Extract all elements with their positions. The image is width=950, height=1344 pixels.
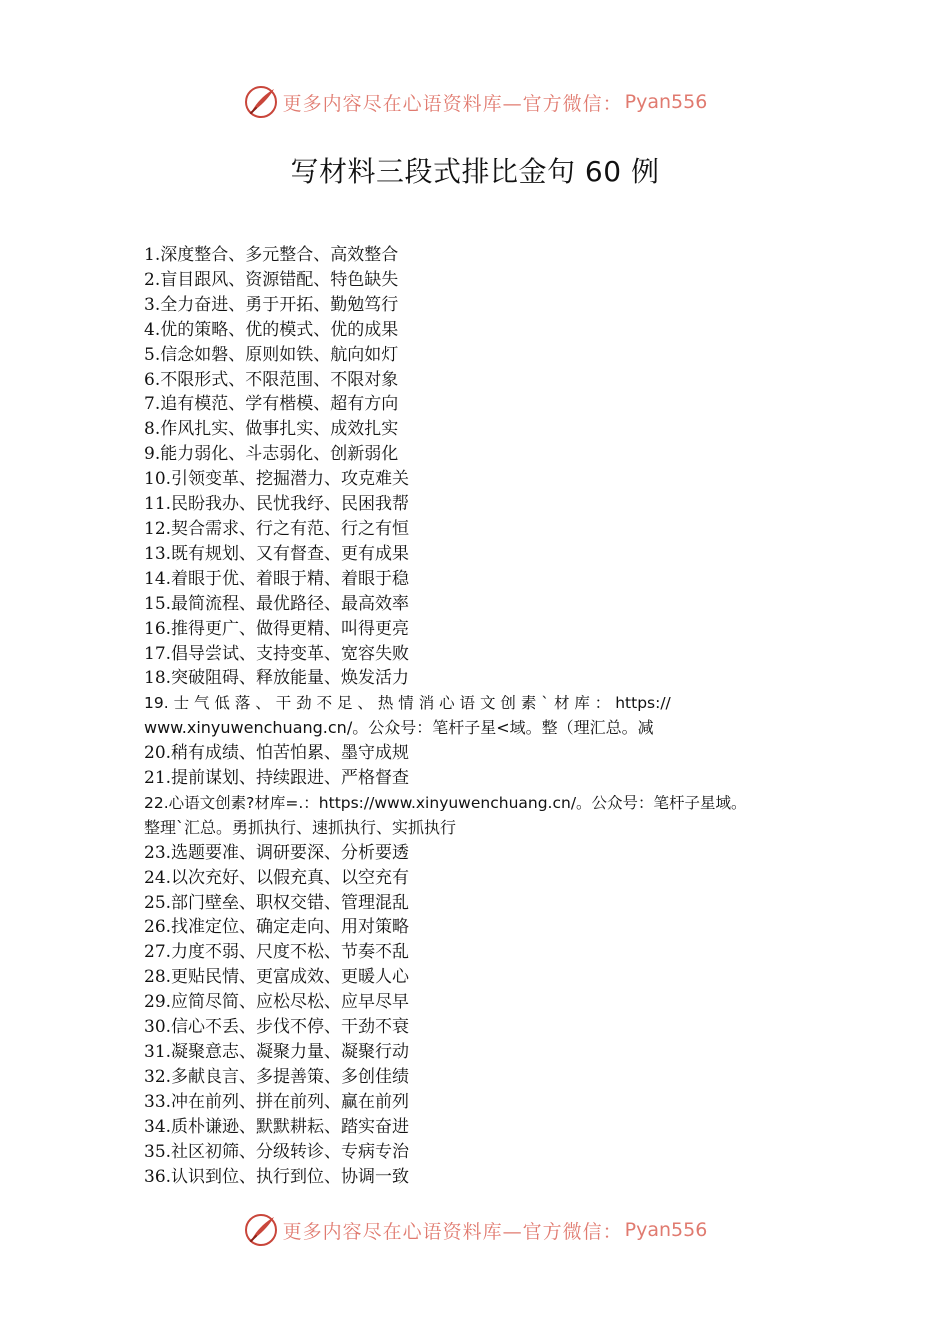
- list-item: 23.选题要准、调研要深、分析要透: [144, 842, 410, 863]
- list-item: 33.冲在前列、拼在前列、赢在前列: [144, 1091, 410, 1112]
- list-item: 31.凝聚意志、凝聚力量、凝聚行动: [144, 1042, 410, 1062]
- list-item-22-line-1: 22.心语文创素?材库=.：https://www.xinyuwenchuang.cn/。公众号：笔杆子星域。: [144, 793, 747, 812]
- list-item: 7.追有模范、学有楷模、超有方向: [144, 394, 399, 415]
- list-item: 10.引领变革、挖掘潜力、攻克难关: [144, 469, 410, 490]
- list-item: 34.质朴谦逊、默默耕耘、踏实奋进: [144, 1116, 410, 1137]
- list-item: 9.能力弱化、斗志弱化、创新弱化: [144, 444, 399, 465]
- list-item: 15.最简流程、最优路径、最高效率: [144, 593, 410, 614]
- list-item: 8.作风扎实、做事扎实、成效扎实: [144, 419, 399, 440]
- header-banner-text: 更多内容尽在心语资料库—官方微信：: [282, 92, 623, 115]
- list-item: 20.稍有成绩、怕苦怕累、墨守成规: [144, 743, 410, 764]
- list-item: 25.部门壁垒、职权交错、管理混乱: [144, 892, 410, 913]
- list-item: 24.以次充好、以假充真、以空充有: [144, 867, 410, 888]
- list-item: 14.着眼于优、着眼于精、着眼于稳: [144, 568, 410, 589]
- list-item: 28.更贴民情、更富成效、更暖人心: [144, 967, 410, 988]
- list-item: 1.深度整合、多元整合、高效整合: [144, 245, 399, 265]
- list-item: 4.优的策略、优的模式、优的成果: [144, 319, 399, 340]
- list-item-19-line-2: www.xinyuwenchuang.cn/。公众号：笔杆子星<域。整（理汇总。减: [144, 718, 654, 738]
- footer-banner: [0, 1210, 950, 1250]
- list-item: 18.突破阻碍、释放能量、焕发活力: [144, 668, 410, 689]
- list-item-22-line-2: 整理`汇总。勇抓执行、速抓执行、实抓执行: [144, 817, 457, 837]
- page-title: 写材料三段式排比金句 60 例: [290, 155, 660, 188]
- list-item: 26.找准定位、确定走向、用对策略: [144, 917, 410, 938]
- footer-banner-text: 更多内容尽在心语资料库—官方微信：: [282, 1220, 623, 1243]
- list-item: 2.盲目跟风、资源错配、特色缺失: [144, 269, 399, 290]
- quill-logo-icon: [243, 1212, 279, 1248]
- header-wechat-id: Pyan556: [624, 91, 708, 113]
- list-item: 21.提前谋划、持续跟进、严格督查: [144, 768, 410, 789]
- list-item: 12.契合需求、行之有范、行之有恒: [144, 518, 410, 539]
- list-item: 16.推得更广、做得更精、叫得更亮: [144, 618, 410, 639]
- list-item-19-line-1: 19. 士 气 低 落 、 干 劲 不 足 、 热 情 消 心 语 文 创 素 ` 材 库 ： https://: [144, 694, 671, 713]
- list-item: 29.应简尽简、应松尽松、应早尽早: [144, 992, 410, 1013]
- list-item: 17.倡导尝试、支持变革、宽容失败: [144, 643, 410, 664]
- list-item: 5.信念如磐、原则如铁、航向如灯: [144, 344, 399, 365]
- quill-logo-icon: [243, 84, 279, 120]
- sentence-list: [144, 243, 812, 1189]
- list-item: 11.民盼我办、民忧我纾、民困我帮: [144, 494, 410, 515]
- list-item: 35.社区初筛、分级转诊、专病专治: [144, 1141, 410, 1162]
- list-item: 3.全力奋进、勇于开拓、勤勉笃行: [144, 294, 399, 315]
- list-item: 36.认识到位、执行到位、协调一致: [144, 1166, 410, 1187]
- header-banner: [0, 82, 950, 122]
- list-item: 27.力度不弱、尺度不松、节奏不乱: [144, 942, 410, 963]
- list-item: 6.不限形式、不限范围、不限对象: [144, 369, 399, 390]
- footer-wechat-id: Pyan556: [624, 1219, 708, 1241]
- list-item: 30.信心不丢、步伐不停、干劲不衰: [144, 1017, 410, 1038]
- list-item: 13.既有规划、又有督查、更有成果: [144, 543, 410, 564]
- list-item: 32.多献良言、多提善策、多创佳绩: [144, 1066, 410, 1087]
